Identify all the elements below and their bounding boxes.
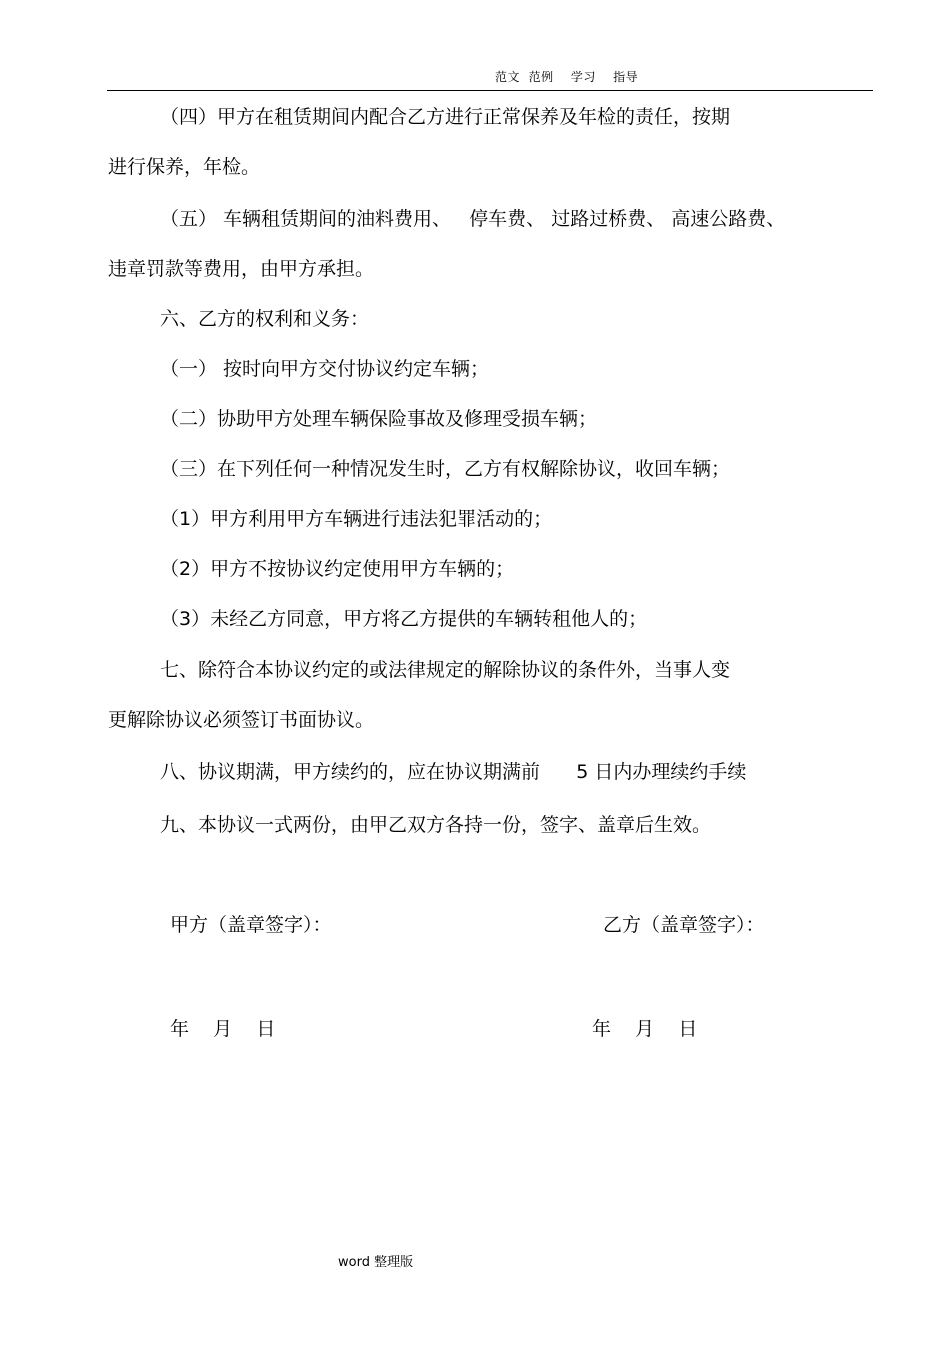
section-9: 九、本协议一式两份，由甲乙双方各持一份，签字、盖章后生效。	[160, 814, 712, 836]
page-header: 范文 范例 学习 指导	[495, 70, 639, 84]
clause-5-line-2: 违章罚款等费用，由甲方承担。	[108, 258, 375, 280]
section-6-heading: 六、乙方的权利和义务：	[160, 308, 370, 330]
clause-4-line-2: 进行保养，年检。	[108, 156, 261, 178]
sub-item-1: （1）甲方利用甲方车辆进行违法犯罪活动的；	[160, 508, 553, 530]
sub-item-2: （2）甲方不按协议约定使用甲方车辆的；	[160, 558, 515, 580]
section-7-line-2: 更解除协议必须签订书面协议。	[108, 709, 375, 731]
clause-4-line-1: （四）甲方在租赁期间内配合乙方进行正常保养及年检的责任，按期	[160, 106, 731, 128]
clause-5-line-1: （五） 车辆租赁期间的油料费用、 停车费、 过路过桥费、 高速公路费、	[160, 208, 786, 230]
party-b-signature-label: 乙方（盖章签字）：	[603, 914, 765, 936]
header-divider	[107, 90, 873, 91]
page-footer: word 整理版	[338, 1255, 414, 1270]
section-8: 八、协议期满，甲方续约的，应在协议期满前 5 日内办理续约手续	[160, 761, 747, 783]
section-7-line-1: 七、除符合本协议约定的或法律规定的解除协议的条件外，当事人变	[160, 659, 731, 681]
section-6-item-1: （一） 按时向甲方交付协议约定车辆；	[160, 358, 490, 380]
party-b-date: 年 月 日	[592, 1018, 698, 1040]
party-a-signature-label: 甲方（盖章签字）：	[170, 914, 332, 936]
party-a-date: 年 月 日	[170, 1018, 276, 1040]
section-6-item-3: （三）在下列任何一种情况发生时，乙方有权解除协议，收回车辆；	[160, 458, 731, 480]
sub-item-3: （3）未经乙方同意，甲方将乙方提供的车辆转租他人的；	[160, 608, 648, 630]
section-6-item-2: （二）协助甲方处理车辆保险事故及修理受损车辆；	[160, 408, 598, 430]
